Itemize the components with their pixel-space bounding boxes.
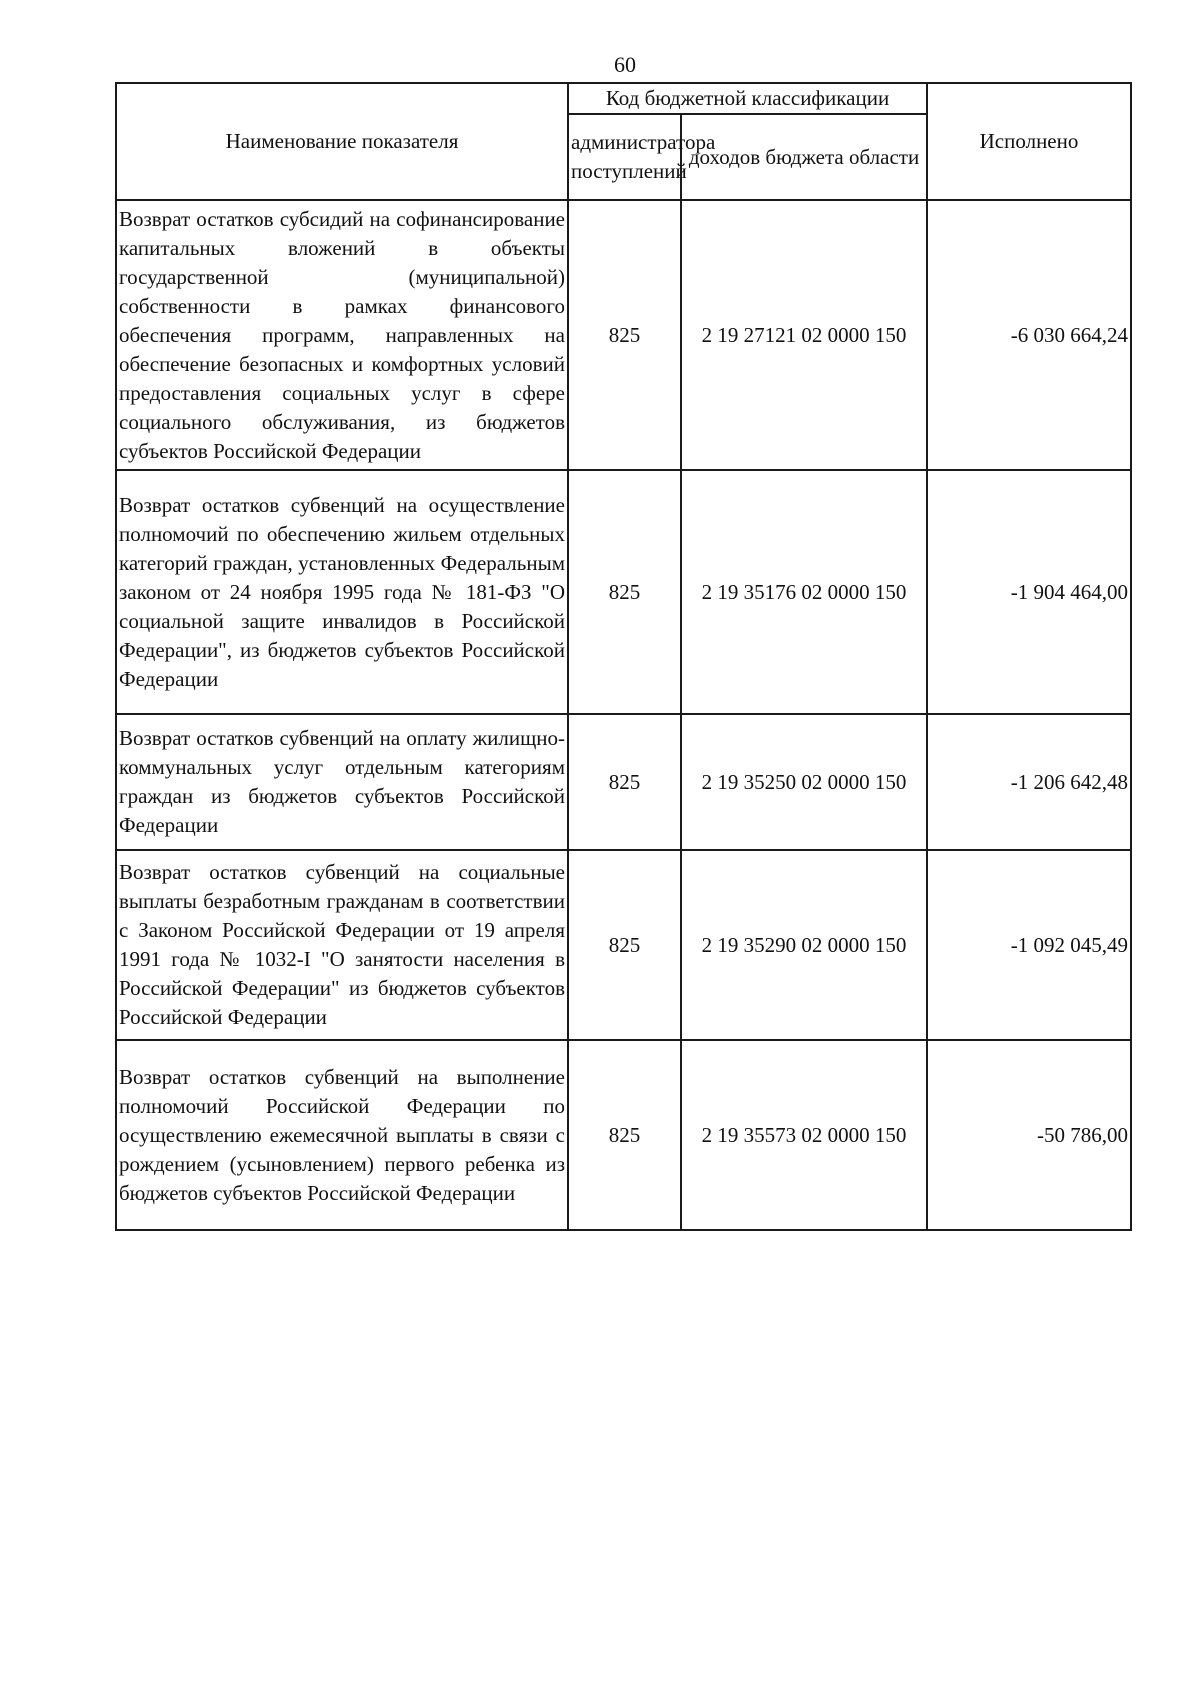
row-administrator-code: 825 — [568, 850, 681, 1040]
header-regional-budget-income: доходов бюджета области — [681, 114, 927, 200]
table-row — [116, 850, 1131, 1040]
row-indicator-name: Возврат остатков субсидий на софинансирование капитальных вложений в объекты государственной (муниципальной) собственности в рамках финансового обеспечения программ, направленных на обеспечение безопасных и комфортных условий предоставления социальных услуг в сфере социального обслуживания, из бюджетов субъектов Российской Федерации — [116, 200, 568, 470]
budget-report-table — [115, 82, 1132, 1231]
row-budget-code: 2 19 35250 02 0000 150 — [681, 714, 927, 850]
table-row — [116, 714, 1131, 850]
row-administrator-code: 825 — [568, 470, 681, 714]
row-indicator-name: Возврат остатков субвенций на осуществление полномочий по обеспечению жильем отдельных категорий граждан, установленных Федеральным законом от 24 ноября 1995 года № 181-ФЗ "О социальной защите инвалидов в Российской Федерации", из бюджетов субъектов Российской Федерации — [116, 470, 568, 714]
row-executed-amount: -6 030 664,24 — [927, 200, 1131, 470]
row-budget-code: 2 19 35176 02 0000 150 — [681, 470, 927, 714]
header-budget-classification-code: Код бюджетной классификации — [568, 83, 927, 114]
table-row — [116, 200, 1131, 470]
row-budget-code: 2 19 35290 02 0000 150 — [681, 850, 927, 1040]
page-number: 60 — [614, 52, 636, 77]
row-administrator-code: 825 — [568, 714, 681, 850]
row-executed-amount: -1 092 045,49 — [927, 850, 1131, 1040]
row-administrator-code: 825 — [568, 1040, 681, 1230]
table-row — [116, 1040, 1131, 1230]
row-executed-amount: -1 206 642,48 — [927, 714, 1131, 850]
table-row — [116, 470, 1131, 714]
header-indicator-name: Наименование показателя — [116, 83, 568, 200]
row-executed-amount: -50 786,00 — [927, 1040, 1131, 1230]
row-indicator-name: Возврат остатков субвенций на социальные выплаты безработным гражданам в соответствии с Законом Российской Федерации от 19 апреля 1991 года № 1032-I "О занятости населения в Российской Федерации" из бюджетов субъектов Российской Федерации — [116, 850, 568, 1040]
header-row-top — [116, 83, 1131, 114]
row-executed-amount: -1 904 464,00 — [927, 470, 1131, 714]
row-indicator-name: Возврат остатков субвенций на выполнение полномочий Российской Федерации по осуществлению ежемесячной выплаты в связи с рождением (усыновлением) первого ребенка из бюджетов субъектов Российской Федерации — [116, 1040, 568, 1230]
header-administrator-of-receipts: администратора поступлений — [568, 114, 681, 200]
header-executed: Исполнено — [927, 83, 1131, 200]
row-budget-code: 2 19 35573 02 0000 150 — [681, 1040, 927, 1230]
row-budget-code: 2 19 27121 02 0000 150 — [681, 200, 927, 470]
row-administrator-code: 825 — [568, 200, 681, 470]
row-indicator-name: Возврат остатков субвенций на оплату жилищно-коммунальных услуг отдельным категориям граждан из бюджетов субъектов Российской Федерации — [116, 714, 568, 850]
